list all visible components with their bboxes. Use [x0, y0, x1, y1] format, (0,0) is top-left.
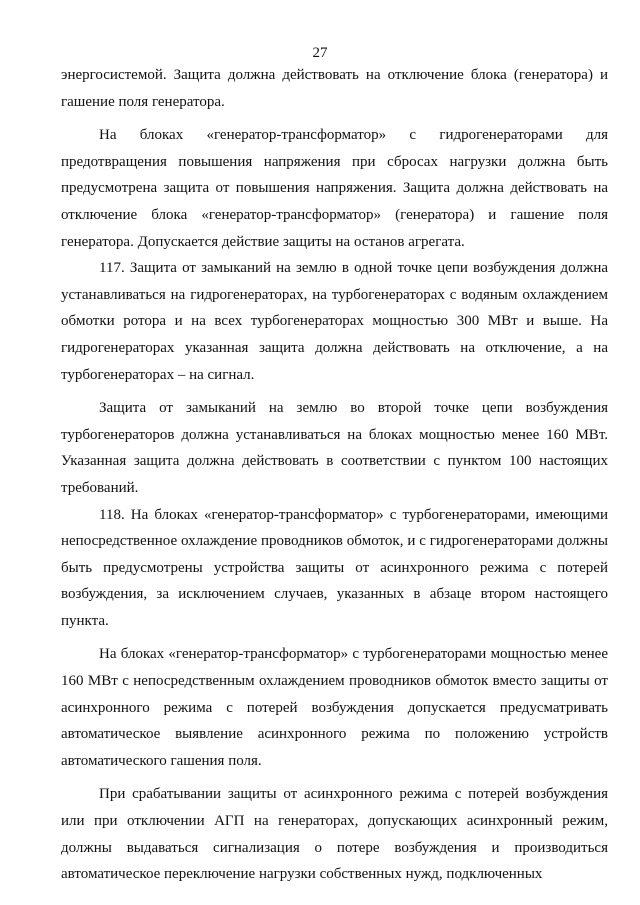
page-number: 27: [312, 45, 328, 61]
paragraph-continuation: энергосистемой. Защита должна действовать на отключение блока (генератора) и гашение поля генератора.: [61, 67, 608, 110]
paragraph-117-second-point: Защита от замыканий на землю во второй точке цепи возбуждения турбогенераторов должна устанавливаться на блоках мощностью менее 160 МВт. Указанная защита должна действовать в соответствии с пунктом 100 настоящих требований.: [61, 400, 608, 496]
document-body: [61, 62, 608, 888]
paragraph-118-exception: На блоках «генератор-трансформатор» с турбогенераторами мощностью менее 160 МВт с непосредственным охлаждением проводников обмоток вместо защиты от асинхронного режима с потерей возбуждения допускается предусматривать автоматическое выявление асинхронного режима по положению устройств автоматического гашения поля.: [61, 646, 608, 769]
paragraph-117: 117. Защита от замыканий на землю в одной точке цепи возбуждения должна устанавливаться на гидрогенераторах, на турбогенераторах с водяным охлаждением обмотки ротора и на всех турбогенераторах мощностью 300 МВт и выше. На гидрогенераторах указанная защита должна действовать на отключение, а на турбогенераторах – на сигнал.: [61, 260, 608, 383]
paragraph-118-signalling: При срабатывании защиты от асинхронного режима с потерей возбуждения или при отключении АГП на генераторах, допускающих асинхронный режим, должны выдаваться сигнализация о потере возбуждения и производиться автоматическое переключение нагрузки собственных нужд, подключенных: [61, 786, 608, 883]
paragraph-overvoltage-protection: На блоках «генератор-трансформатор» с гидрогенераторами для предотвращения повышения напряжения при сбросах нагрузки должна быть предусмотрена защита от повышения напряжения. Защита должна действовать на отключение блока «генератор-трансформатор» (генератора) и гашение поля генератора. Допускается действие защиты на останов агрегата.: [61, 127, 608, 250]
paragraph-118: 118. На блоках «генератор-трансформатор» с турбогенераторами, имеющими непосредственное охлаждение проводников обмоток, и с гидрогенераторами должны быть предусмотрены устройства защиты от асинхронного режима с потерей возбуждения, за исключением случаев, указанных в абзаце втором настоящего пункта.: [61, 506, 608, 629]
